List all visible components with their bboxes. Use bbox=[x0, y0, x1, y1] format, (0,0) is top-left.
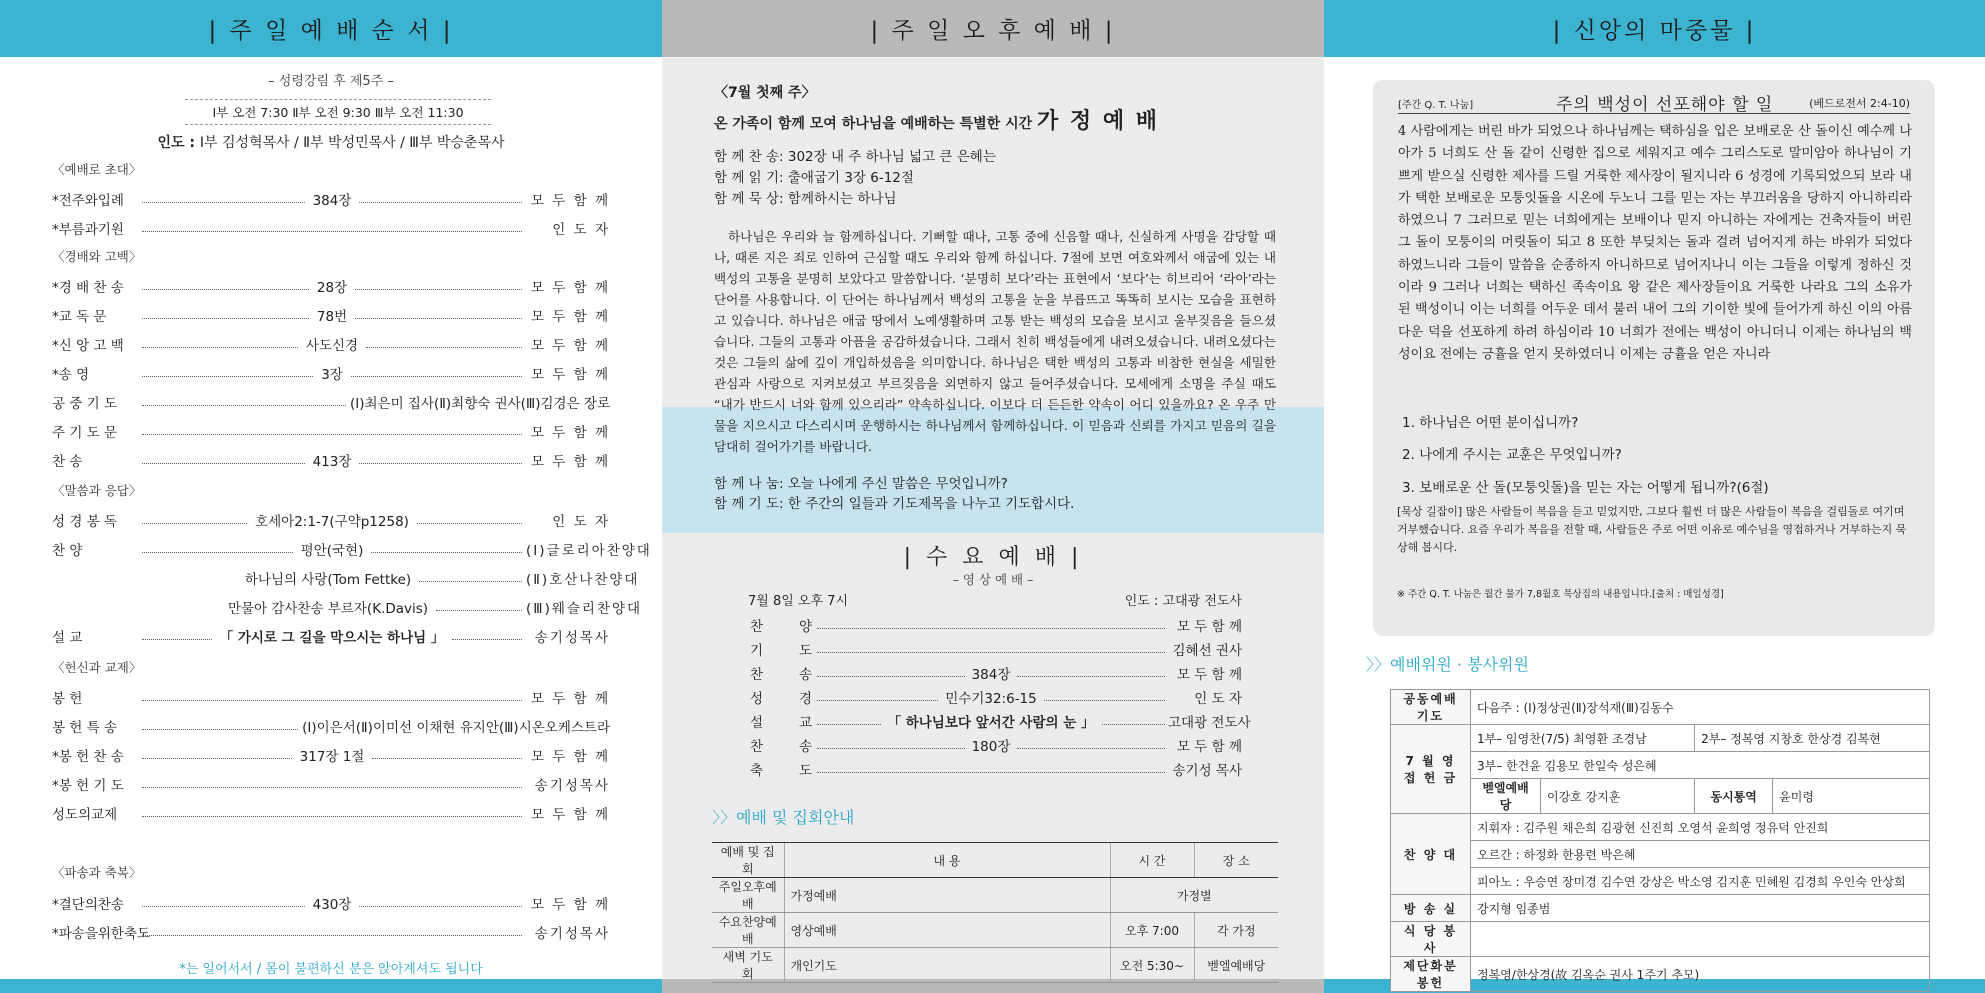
leader-dots bbox=[351, 376, 522, 377]
row-name: 주일오후예배 bbox=[712, 878, 784, 913]
choir-key: 찬 양 대 bbox=[1391, 814, 1471, 895]
order-person: 모 두 함 께 bbox=[530, 193, 610, 209]
order-item: 317장 1절 bbox=[299, 749, 365, 765]
leader-dots bbox=[452, 639, 522, 640]
service-committee-title: 〉〉예배위원 · 봉사위원 bbox=[1366, 655, 1529, 674]
worship-order-row bbox=[52, 892, 610, 914]
wednesday-title: | 수 요 예 배 | bbox=[903, 545, 1083, 570]
row-name: 새벽 기도회 bbox=[712, 948, 784, 983]
order-person: 인 도 자 bbox=[552, 222, 610, 238]
row-time: 오후 7:00 bbox=[1110, 913, 1194, 948]
order-person: 모 두 함 께 bbox=[530, 309, 611, 325]
wednesday-date: 7월 8일 오후 7시 bbox=[748, 594, 849, 609]
order-item: 384장 bbox=[971, 667, 1011, 683]
leader-dots bbox=[359, 202, 522, 203]
worship-order-row bbox=[52, 921, 610, 943]
worship-order-row bbox=[52, 686, 610, 708]
table-row bbox=[1391, 690, 1930, 725]
panel-header: | 주 일 오 후 예 배 | bbox=[662, 0, 1324, 57]
service-committee-table bbox=[1390, 689, 1930, 992]
leader-dots bbox=[817, 652, 1165, 653]
order-person: 모 두 함 께 bbox=[530, 897, 610, 913]
leader-dots bbox=[142, 935, 522, 936]
leader-dots bbox=[417, 523, 522, 524]
section-sending: 〈파송과 축복〉 bbox=[52, 865, 142, 880]
leader-dots bbox=[817, 724, 881, 725]
section-word: 〈말씀과 응답〉 bbox=[52, 483, 142, 498]
july-offering-2: 2부– 정복영 지창호 한상경 김복현 bbox=[1695, 725, 1930, 752]
table-row bbox=[712, 878, 1278, 913]
gathering-guide-table bbox=[712, 842, 1278, 983]
family-worship-info bbox=[714, 147, 1274, 210]
table-row bbox=[1391, 868, 1930, 895]
leader-dots bbox=[436, 610, 522, 611]
order-person: 모 두 함 께 bbox=[530, 454, 610, 470]
worship-order-row bbox=[52, 333, 610, 355]
worship-order-row bbox=[52, 773, 610, 795]
table-row bbox=[712, 948, 1278, 983]
leader-dots bbox=[372, 758, 522, 759]
info-reading: 함 께 읽 기: 출애굽기 3장 6-12절 bbox=[714, 170, 914, 186]
order-label: 찬송 bbox=[750, 739, 849, 755]
col-content: 내 용 bbox=[784, 843, 1110, 878]
order-person: 송기성목사 bbox=[534, 778, 610, 794]
joint-prayer-value: 다음주 : (Ⅰ)정상권(Ⅱ)장석재(Ⅲ)김동수 bbox=[1471, 690, 1930, 725]
leader-dots bbox=[1017, 676, 1165, 677]
worship-order-row bbox=[52, 744, 610, 766]
order-label: *송 영 bbox=[52, 367, 90, 383]
leader-dots bbox=[366, 347, 522, 348]
leader-dots bbox=[359, 906, 522, 907]
question-2: 2. 나에게 주시는 교훈은 무엇입니까? bbox=[1402, 447, 1622, 463]
order-label: 성 경 봉 독 bbox=[52, 514, 118, 530]
leader-dots bbox=[142, 729, 298, 730]
order-label: 설교 bbox=[750, 715, 849, 731]
devotion-paragraph: 하나님은 우리와 늘 함께하십니다. 기뻐할 때나, 고통 중에 신음할 때나, 신실하게 사명을 감당할 때나, 때론 지은 죄로 인하여 근심할 때도 우리와 함께 하십니다. 7절에 보면 여호와께서 애굽에 있는 내 백성의 고통을 분명히 보았다고 말씀합니다. ‘분명히 보다’라는 표현에서 ‘보다’는 히브리어 ‘라아’라는 단어를 사용합니다. 이 단어는 하나님께서 백성의 고통을 눈을 부릅뜨고 똑똑히 보시는 모습을 표현하고 있습니다. 하나님은 애굽 땅에서 노예생활하며 고통 받는 백성의 모습을 보시고 울부짖음을 들으셨습니다. 그들의 고통과 아픔을 공감하셨습니다. 그래서 친히 백성들에게 내려오셨습니다. 내려오셨다는 것은 그들의 삶에 깊이 개입하셨음을 의미합니다. 하나님은 택한 백성의 고통과 비참한 현실을 세밀한 관심과 사랑으로 지켜보셨고 부르짖음을 외면하지 않고 들어주셨습니다. 모세에게 소명을 주실 때도 “내가 반드시 너와 함께 있으리라” 약속하십니다. 이보다 더 든든한 약속이 어디 있을까요? 온 우주 만물을 지으시고 다스리시며 운행하시는 하나님께서 함께하십니다. 이 믿음과 신뢰를 가지고 믿음의 길을 담대히 걸어가기를 바랍니다. bbox=[714, 229, 1276, 454]
order-label: 봉 헌 특 송 bbox=[52, 720, 118, 736]
row-name: 수요찬양예배 bbox=[712, 913, 784, 948]
broadcast-key: 방 송 실 bbox=[1391, 895, 1471, 922]
heading-big: 가 정 예 배 bbox=[1037, 109, 1159, 134]
order-label: 기도 bbox=[750, 643, 849, 659]
leader-dots bbox=[142, 434, 522, 435]
leader-dots bbox=[817, 628, 1165, 629]
qt-source-note: ※ 주간 Q. T. 나눔은 월간 물가 7,8월호 묵상집의 내용입니다.[출처 : 매일성경] bbox=[1397, 589, 1724, 600]
leader-dots bbox=[142, 523, 247, 524]
order-person: 모 두 함 께 bbox=[530, 807, 610, 823]
col-place: 장 소 bbox=[1194, 843, 1278, 878]
order-item: 430장 bbox=[312, 897, 352, 913]
worship-order-row bbox=[52, 596, 643, 618]
order-label: *경 배 찬 송 bbox=[52, 280, 124, 296]
standing-note: *는 일어서서 / 몸이 불편하신 분은 앉아계셔도 됩니다 bbox=[179, 962, 483, 977]
leader-dots bbox=[355, 289, 522, 290]
order-person: 모 두 함 께 bbox=[530, 338, 611, 354]
order-person: 모 두 함 께 bbox=[530, 280, 611, 296]
leader-dots bbox=[419, 581, 522, 582]
panel-header: | 신앙의 마중물 | bbox=[1324, 0, 1985, 57]
table-header-row bbox=[712, 843, 1278, 878]
order-label: 공 중 기 도 bbox=[52, 396, 118, 412]
liturgical-week: – 성령강림 후 제5주 – bbox=[268, 74, 394, 89]
order-person: 인 도 자 bbox=[552, 514, 611, 530]
leader-dots bbox=[142, 816, 522, 817]
order-item: 180장 bbox=[971, 739, 1011, 755]
week-label: 〈7월 첫째 주〉 bbox=[714, 85, 816, 101]
meditation-guide: [묵상 길잡이] 많은 사람들이 복음을 듣고 믿었지만, 그보다 훨씬 더 많은 사람들이 복음을 걸림돌로 여기며 거부했습니다. 요즘 우리가 복음을 전할 때, 사람들은 주로 어떤 이유로 예수님을 영접하거나 거부하는지 묵상해 봅시다. bbox=[1397, 505, 1907, 554]
table-row bbox=[1391, 814, 1930, 841]
guide-title: 〉〉예배 및 집회안내 bbox=[712, 808, 855, 827]
wednesday-leader: 인도 : 고대광 전도사 bbox=[1124, 594, 1242, 609]
leader-dots bbox=[1044, 700, 1165, 701]
wednesday-order-row bbox=[730, 613, 1242, 637]
interpretation-key: 동시통역 bbox=[1695, 779, 1773, 814]
order-label: 축도 bbox=[750, 763, 849, 779]
row-place: 각 가정 bbox=[1194, 913, 1278, 948]
order-person: 모 두 함 께 bbox=[530, 691, 610, 707]
order-item: 「 하나님보다 앞서간 사람의 눈 」 bbox=[887, 715, 1095, 731]
wednesday-order-row bbox=[730, 637, 1242, 661]
order-item: 3장 bbox=[321, 367, 343, 383]
leader-dots bbox=[142, 318, 309, 319]
order-label: 찬 송 bbox=[52, 454, 83, 470]
family-worship-closing bbox=[714, 474, 1274, 514]
order-label: *교 독 문 bbox=[52, 309, 107, 325]
order-label: *신 앙 고 백 bbox=[52, 338, 124, 354]
row-content: 개인기도 bbox=[784, 948, 1110, 983]
qt-title: 주의 백성이 선포해야 할 일 bbox=[1556, 95, 1774, 115]
order-person: 김혜선 권사 bbox=[1172, 643, 1242, 659]
order-label: *전주와입례 bbox=[52, 193, 124, 209]
broadcast-value: 강지형 임종범 bbox=[1471, 895, 1930, 922]
joint-prayer-key: 공동예배기도 bbox=[1391, 690, 1471, 725]
order-person: 모 두 함 께 bbox=[1176, 667, 1242, 683]
order-item: 호세아2:1-7(구약p1258) bbox=[255, 514, 409, 530]
row-time: 오전 5:30∼ bbox=[1110, 948, 1194, 983]
order-item: 평안(국현) bbox=[300, 543, 364, 559]
leader-dots bbox=[142, 787, 522, 788]
order-label: 성경 bbox=[750, 691, 849, 707]
leaders-names: Ⅰ부 김성혁목사 / Ⅱ부 박성민목사 / Ⅲ부 박승춘목사 bbox=[199, 135, 505, 151]
section-invitation: 〈예배로 초대〉 bbox=[52, 162, 142, 177]
worship-order-row bbox=[52, 391, 610, 413]
order-person: (Ⅰ)글로리아찬양대 bbox=[526, 543, 652, 559]
closing-share: 함 께 나 눔: 오늘 나에게 주신 말씀은 무엇입니까? bbox=[714, 476, 1008, 492]
bethel-key: 벧엘예배당 bbox=[1471, 779, 1541, 814]
col-time: 시 간 bbox=[1110, 843, 1194, 878]
order-label: *부름과기원 bbox=[52, 222, 124, 238]
wednesday-subtitle: – 영 상 예 배 – bbox=[952, 572, 1034, 587]
row-content: 가정예배 bbox=[784, 878, 1110, 913]
qt-heading bbox=[1398, 90, 1910, 114]
worship-order-row bbox=[52, 625, 610, 647]
panel-header: | 주 일 예 배 순 서 | bbox=[0, 0, 662, 57]
order-item: 78번 bbox=[316, 309, 348, 325]
order-item: 사도신경 bbox=[305, 338, 359, 354]
order-item: 413장 bbox=[312, 454, 352, 470]
order-person: 모 두 함 께 bbox=[1176, 739, 1242, 755]
order-label: 성도의교제 bbox=[52, 807, 118, 823]
leader-dots bbox=[142, 758, 292, 759]
wednesday-order-row bbox=[730, 733, 1242, 757]
order-person: 모 두 함 께 bbox=[530, 367, 611, 383]
order-person: 모 두 함 께 bbox=[530, 425, 610, 441]
wednesday-order-row bbox=[730, 757, 1242, 781]
july-offering-1: 1부– 임영찬(7/5) 최영환 조경남 bbox=[1471, 725, 1695, 752]
worship-order-row bbox=[52, 715, 610, 737]
family-worship-title bbox=[714, 82, 1274, 135]
qt-reference: (베드로전서 2:4-10) bbox=[1809, 97, 1910, 110]
order-label: *봉 헌 찬 송 bbox=[52, 749, 124, 765]
order-label: 찬송 bbox=[750, 667, 849, 683]
leader-dots bbox=[817, 700, 938, 701]
worship-order-row bbox=[52, 217, 610, 239]
leader-dots bbox=[1102, 724, 1166, 725]
leader-dots bbox=[817, 748, 965, 749]
wednesday-order-row bbox=[730, 709, 1251, 733]
order-item: 민수기32:6-15 bbox=[945, 691, 1037, 707]
table-row bbox=[1391, 957, 1930, 992]
section-adoration: 〈경배와 고백〉 bbox=[52, 249, 142, 264]
leader-dots bbox=[359, 463, 522, 464]
question-1: 1. 하나님은 어떤 분이십니까? bbox=[1402, 415, 1579, 431]
worship-order-row bbox=[52, 509, 610, 531]
leader-dots bbox=[817, 772, 1165, 773]
leader-dots bbox=[817, 676, 965, 677]
table-row bbox=[1391, 779, 1930, 814]
order-item: 384장 bbox=[312, 193, 352, 209]
order-person: 송기성목사 bbox=[534, 926, 610, 942]
order-item: 「 가시로 그 길을 막으시는 하나님 」 bbox=[219, 630, 445, 646]
worship-order-row bbox=[52, 449, 610, 471]
leader-dots bbox=[142, 347, 298, 348]
qt-tag: [주간 Q. T. 나눔] bbox=[1398, 100, 1474, 111]
dining-value bbox=[1471, 922, 1930, 957]
leader-dots bbox=[142, 906, 305, 907]
table-row bbox=[1391, 841, 1930, 868]
choir-piano: 피아노 : 우승연 장미경 김수연 강상은 박소영 김지훈 민혜원 김경희 우인숙 안상희 bbox=[1471, 868, 1930, 895]
leader-dots bbox=[1017, 748, 1165, 749]
order-person: 모 두 함 께 bbox=[530, 749, 611, 765]
row-place: 가정별 bbox=[1110, 878, 1278, 913]
altar-flowers-key: 제단화분봉헌 bbox=[1391, 957, 1471, 992]
info-hymn: 함 께 찬 송: 302장 내 주 하나님 넓고 큰 은혜는 bbox=[714, 149, 996, 165]
order-person: 송기성목사 bbox=[534, 630, 611, 646]
worship-order-row bbox=[52, 420, 610, 442]
order-item: 28장 bbox=[316, 280, 348, 296]
july-offering-3: 3부– 한건윤 김용모 한일숙 성은혜 bbox=[1471, 752, 1930, 779]
leader-dots bbox=[142, 700, 522, 701]
worship-order-row bbox=[52, 304, 610, 326]
wednesday-order-row bbox=[730, 685, 1242, 709]
bethel-value: 이강호 강지훈 bbox=[1541, 779, 1695, 814]
leader-dots bbox=[142, 231, 522, 232]
order-person: (Ⅰ)이은서(Ⅱ)이미선 이채현 유지안(Ⅲ)시온오케스트라 bbox=[302, 720, 610, 736]
leader-dots bbox=[142, 289, 309, 290]
leader-dots bbox=[142, 463, 305, 464]
worship-order-row bbox=[52, 567, 640, 589]
order-label: 찬양 bbox=[750, 619, 849, 635]
wednesday-order-row bbox=[730, 661, 1242, 685]
july-offering-key: 7 월 영 접 헌 금 bbox=[1391, 725, 1471, 814]
leaders-prefix: 인도 : bbox=[157, 135, 200, 151]
order-person: (Ⅱ)호산나찬양대 bbox=[526, 572, 640, 588]
worship-order-row bbox=[52, 362, 610, 384]
family-worship-heading bbox=[714, 104, 1274, 135]
row-place: 벧엘예배당 bbox=[1194, 948, 1278, 983]
order-person: 고대광 전도사 bbox=[1168, 715, 1251, 731]
scripture-text: 4 사람에게는 버린 바가 되었으나 하나님께는 택하심을 입은 보배로운 산 돌이신 예수께 나아가 5 너희도 산 돌 같이 신령한 집으로 세워지고 예수 그리스도로 말미암아 하나님이 기쁘게 받으실 신령한 제사를 드릴 거룩한 제사장이 될지니라 6 성경에 기록되었으되 보라 내가 택한 보배로운 모퉁잇돌을 시온에 두노니 그를 믿는 자는 부끄러움을 당하지 아니하리라 하였으니 7 그러므로 믿는 너희에게는 보배이나 믿지 아니하는 자에게는 건축자들이 버린 그 돌이 모퉁이의 머릿돌이 되고 8 또한 부딪치는 돌과 걸려 넘어지게 하는 바위가 되었다 하였느니라 그들이 말씀을 순종하지 아니하므로 넘어지나니 이는 그들을 이렇게 정하신 것이라 9 그러나 너희는 택하신 족속이요 왕 같은 제사장들이요 거룩한 나라요 그의 소유가 된 백성이니 이는 너희를 어두운 데서 불러 내어 그의 기이한 빛에 들어가게 하신 이의 아름다운 덕을 선포하게 하려 하심이라 10 너희가 전에는 백성이 아니더니 이제는 하나님의 백성이요 전에는 긍휼을 얻지 못하였더니 이제는 긍휼을 얻은 자니라 bbox=[1398, 124, 1912, 362]
order-person: 인 도 자 bbox=[1194, 691, 1242, 707]
panel-footer-bar bbox=[0, 979, 662, 993]
order-item: 만물아 감사찬송 부르자(K.Davis) bbox=[227, 601, 429, 617]
altar-flowers-value: 정복영/한상경(故 김옥순 권사 1주기 추모) bbox=[1471, 957, 1930, 992]
worship-order-row bbox=[52, 275, 610, 297]
interpretation-value: 윤미령 bbox=[1773, 779, 1930, 814]
table-row bbox=[1391, 895, 1930, 922]
table-row bbox=[712, 913, 1278, 948]
section-dedication: 〈헌신과 교제〉 bbox=[52, 660, 142, 675]
leader-dots bbox=[142, 552, 293, 553]
table-row bbox=[1391, 725, 1930, 752]
order-label: 찬 양 bbox=[52, 543, 83, 559]
order-person: 모 두 함 께 bbox=[1176, 619, 1242, 635]
leader-dots bbox=[142, 405, 346, 406]
order-label: *파송을위한축도 bbox=[52, 926, 151, 942]
col-gathering: 예배 및 집회 bbox=[712, 843, 784, 878]
order-label: *봉 헌 기 도 bbox=[52, 778, 124, 794]
choir-conductor: 지휘자 : 김주원 채은희 김광현 신진희 오영석 윤희영 정유덕 안진희 bbox=[1471, 814, 1930, 841]
table-row bbox=[1391, 922, 1930, 957]
order-item: 하나님의 사랑(Tom Fettke) bbox=[244, 572, 412, 588]
leader-dots bbox=[142, 376, 313, 377]
heading-prefix: 온 가족이 함께 모여 하나님을 예배하는 특별한 시간 bbox=[714, 116, 1033, 132]
order-person: (Ⅰ)최은미 집사(Ⅱ)최향숙 권사(Ⅲ)김경은 장로 bbox=[349, 396, 610, 412]
info-meditation: 함 께 묵 상: 함께하시는 하나님 bbox=[714, 191, 897, 207]
order-label: *결단의찬송 bbox=[52, 897, 124, 913]
question-3: 3. 보배로운 산 돌(모퉁잇돌)을 믿는 자는 어떻게 됩니까?(6절) bbox=[1402, 480, 1769, 496]
service-leaders bbox=[52, 132, 610, 152]
wednesday-header bbox=[748, 590, 1242, 609]
service-times: Ⅰ부 오전 7:30 Ⅱ부 오전 9:30 Ⅲ부 오전 11:30 bbox=[185, 99, 491, 125]
leader-dots bbox=[142, 202, 305, 203]
order-label: 설 교 bbox=[52, 630, 83, 646]
leader-dots bbox=[371, 552, 522, 553]
dining-key: 식 당 봉 사 bbox=[1391, 922, 1471, 957]
order-label: 봉 헌 bbox=[52, 691, 83, 707]
worship-order-row bbox=[52, 188, 610, 210]
order-person: 송기성 목사 bbox=[1172, 763, 1242, 779]
order-person: (Ⅲ)웨슬리찬양대 bbox=[526, 601, 643, 617]
table-row bbox=[1391, 752, 1930, 779]
row-content: 영상예배 bbox=[784, 913, 1110, 948]
leader-dots bbox=[355, 318, 522, 319]
closing-prayer: 함 께 기 도: 한 주간의 일들과 기도제목을 나누고 기도합시다. bbox=[714, 496, 1075, 512]
choir-organ: 오르간 : 하정화 한용련 박은혜 bbox=[1471, 841, 1930, 868]
order-label: 주 기 도 문 bbox=[52, 425, 118, 441]
worship-order-row bbox=[52, 538, 652, 560]
leader-dots bbox=[142, 639, 212, 640]
worship-order-row bbox=[52, 802, 610, 824]
